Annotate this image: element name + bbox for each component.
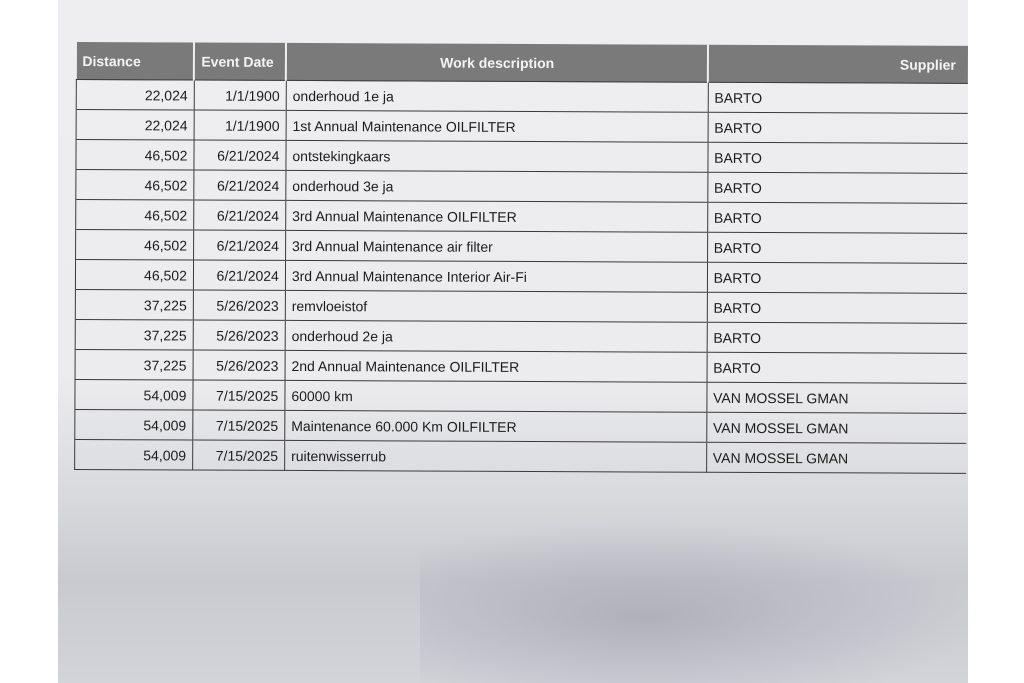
table-row (75, 439, 967, 473)
cell-work-description: onderhoud 1e ja (286, 80, 708, 112)
table-row (75, 379, 967, 413)
table-row (75, 409, 967, 443)
header-distance: Distance (76, 42, 194, 80)
cell-event-date: 7/15/2025 (193, 440, 285, 470)
cell-supplier: BARTO (707, 262, 967, 293)
cell-supplier: BARTO (707, 322, 967, 353)
cell-distance: 46,502 (76, 140, 194, 171)
cell-work-description: 1st Annual Maintenance OILFILTER (286, 110, 708, 142)
cell-distance: 37,225 (75, 319, 193, 350)
cell-work-description: remvloeistof (285, 290, 707, 322)
cell-distance: 22,024 (76, 80, 194, 111)
cell-work-description: ruitenwisserrub (285, 440, 707, 472)
table-row (76, 80, 968, 114)
shadow (420, 520, 980, 683)
maintenance-table-container (74, 42, 968, 474)
table-row (76, 230, 968, 264)
cell-event-date: 6/21/2024 (194, 170, 286, 200)
table-header-row (76, 42, 968, 83)
cell-distance: 54,009 (75, 409, 193, 440)
cell-distance: 46,502 (75, 260, 193, 291)
cell-event-date: 5/26/2023 (193, 350, 285, 380)
cell-work-description: onderhoud 3e ja (286, 170, 708, 202)
cell-event-date: 7/15/2025 (193, 380, 285, 410)
cell-distance: 37,225 (75, 289, 193, 320)
cell-work-description: ontstekingkaars (286, 140, 708, 172)
cell-distance: 46,502 (76, 200, 194, 231)
cell-supplier: BARTO (708, 112, 968, 143)
table-row (76, 170, 968, 204)
cell-work-description: 3rd Annual Maintenance OILFILTER (286, 200, 708, 232)
cell-supplier: BARTO (708, 142, 968, 173)
cell-distance: 37,225 (75, 349, 193, 380)
cell-event-date: 5/26/2023 (193, 320, 285, 350)
cell-event-date: 6/21/2024 (193, 230, 285, 260)
cell-supplier: BARTO (707, 202, 967, 233)
cell-work-description: 2nd Annual Maintenance OILFILTER (285, 350, 707, 382)
header-work-description: Work description (286, 43, 708, 82)
table-row (76, 140, 968, 174)
cell-work-description: onderhoud 2e ja (285, 320, 707, 352)
cell-distance: 46,502 (76, 170, 194, 201)
cell-distance: 54,009 (75, 439, 193, 470)
header-event-date: Event Date (194, 43, 286, 81)
cell-work-description: 60000 km (285, 380, 707, 412)
table-row (75, 260, 967, 294)
cell-event-date: 5/26/2023 (193, 290, 285, 320)
cell-event-date: 6/21/2024 (194, 200, 286, 230)
cell-supplier: BARTO (707, 232, 967, 263)
header-supplier: Supplier (708, 45, 968, 84)
table-row (76, 200, 968, 234)
table-row (76, 110, 968, 144)
table-row (75, 289, 967, 323)
cell-event-date: 1/1/1900 (194, 80, 286, 110)
cell-supplier: BARTO (708, 82, 968, 113)
cell-event-date: 6/21/2024 (193, 260, 285, 290)
cell-supplier: BARTO (707, 292, 967, 323)
cell-supplier: VAN MOSSEL GMAN (706, 442, 966, 473)
table-row (75, 349, 967, 383)
cell-work-description: Maintenance 60.000 Km OILFILTER (285, 410, 707, 442)
cell-distance: 46,502 (76, 230, 194, 261)
cell-work-description: 3rd Annual Maintenance Interior Air-Fi (285, 260, 707, 292)
table-body (75, 80, 968, 474)
cell-supplier: VAN MOSSEL GMAN (707, 382, 967, 413)
cell-supplier: BARTO (707, 352, 967, 383)
cell-event-date: 7/15/2025 (193, 410, 285, 440)
cell-distance: 22,024 (76, 110, 194, 141)
cell-distance: 54,009 (75, 379, 193, 410)
cell-supplier: VAN MOSSEL GMAN (706, 412, 966, 443)
cell-work-description: 3rd Annual Maintenance air filter (285, 230, 707, 262)
cell-supplier: BARTO (707, 172, 967, 203)
cell-event-date: 6/21/2024 (194, 140, 286, 170)
cell-event-date: 1/1/1900 (194, 110, 286, 140)
maintenance-table (74, 42, 968, 474)
table-row (75, 319, 967, 353)
